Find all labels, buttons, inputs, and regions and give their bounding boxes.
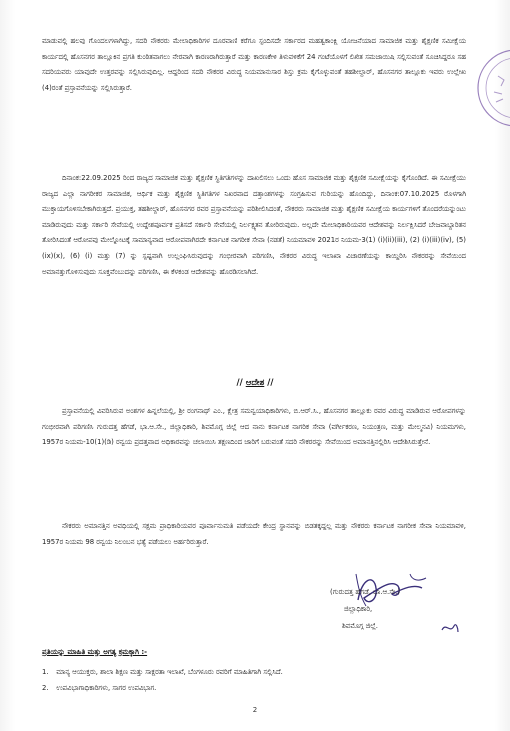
signatory-name: (ಗುರುದತ್ತ ಹೆಗಡೆ, ಭಾ.ಆ.ಸೇ.) bbox=[330, 588, 401, 596]
list-item bbox=[42, 664, 466, 680]
list-item-text: ಉಪವಿಭಾಗಾಧಿಕಾರಿಗಳು, ಸಾಗರ ಉಪವಿಭಾಗ. bbox=[56, 684, 157, 692]
copy-to-title: ಪ್ರತಿಯನ್ನು ಮಾಹಿತಿ ಮತ್ತು ಅಗತ್ಯ ಕ್ರಮಕ್ಕಾಗಿ :- bbox=[42, 648, 148, 656]
list-item bbox=[42, 680, 466, 696]
initials-mark bbox=[440, 620, 460, 640]
paragraph-suspension-order: ಪ್ರಸ್ತಾವನೆಯಲ್ಲಿ ವಿವರಿಸಿರುವ ಅಂಶಗಳ ಹಿನ್ನಲೆಯಲ್ಲಿ, ಶ್ರೀ ರಂಗನಾಥ್ ಎಂ., ಕ್ಷೇತ್ರ ಸಮನ್ವಯಾಧಿಕಾರಿಗಳು, ಬಿ.ಆರ್.ಸಿ., ಹೊಸನಗರ ತಾಲ್ಲೂಕು ರವರ ವಿರುದ್ಧ ಮಾಡಿರುವ ಆರೋಪಗಳನ್ನು ಗಂಭೀರವಾಗಿ ಪರಿಗಣಿಸಿ ಗುರುದತ್ತ ಹೆಗಡೆ, ಭಾ.ಆ.ಸೇ., ಜಿಲ್ಲಾಧಿಕಾರಿ, ಶಿವಮೊಗ್ಗ ಜಿಲ್ಲೆ ಆದ ನಾನು ಕರ್ನಾಟಕ ನಾಗರಿಕ ಸೇವಾ (ವರ್ಗೀಕರಣ, ನಿಯಂತ್ರಣ, ಮತ್ತು ಮೇಲ್ಮನವಿ) ನಿಯಮಗಳು, 1957ರ ನಿಯಮ-10(1)(ಡಿ) ರನ್ವಯ ಪ್ರದತ್ತವಾದ ಅಧಿಕಾರವನ್ನು ಚಲಾಯಿಸಿ ತಕ್ಷಣದಿಂದ ಜಾರಿಗೆ ಬರುವಂತೆ ಸದರಿ ನೌಕರರನ್ನು ಸೇವೆಯಿಂದ ಅಮಾನತ್ತಿನಲ್ಲಿರಿಸಿ ಆದೇಶಿಸಿರುತ್ತೇನೆ. bbox=[42, 407, 466, 447]
signatory-designation: ಜಿಲ್ಲಾಧಿಕಾರಿ, bbox=[344, 605, 373, 613]
list-item-number: 2. bbox=[42, 684, 49, 692]
paragraph-suspension-conditions: ನೌಕರರು ಅಮಾನತ್ತಿನ ಅವಧಿಯಲ್ಲಿ ಸಕ್ಷಮ ಪ್ರಾಧಿಕಾರಿಯವರ ಪೂರ್ವಾನುಮತಿ ಪಡೆಯದೇ ಕೇಂದ್ರ ಸ್ಥಾನವನ್ನು ಬಿಡತಕ್ಕದ್ದಲ್ಲ ಮತ್ತು ನೌಕರರು ಕರ್ನಾಟಕ ನಾಗರೀಕ ಸೇವಾ ನಿಯಮಾವಳಿ, 1957ರ ನಿಯಮ 98 ರನ್ವಯ ನಿಲಂಬನ ಭತ್ಯೆ ಪಡೆಯಲು ಅರ್ಹರಿರುತ್ತಾರೆ. bbox=[42, 522, 466, 546]
paragraph-survey-details: ದಿನಾಂಕ:22.09.2025 ರಿಂದ ರಾಜ್ಯದ ಸಾಮಾಜಿಕ ಮತ್ತು ಶೈಕ್ಷಣಿಕ ಸ್ಥಿತಿಗತಿಗಳನ್ನು ದಾಖಲಿಸಲು ಒಂದು ಹೊಸ ಸಾಮಾಜಿಕ ಮತ್ತು ಶೈಕ್ಷಣಿಕ ಸಮೀಕ್ಷೆಯನ್ನು ಕೈಗೊಂಡಿದೆ. ಈ ಸಮೀಕ್ಷೆಯು ರಾಜ್ಯದ ಎಲ್ಲಾ ನಾಗರೀಕರ ಸಾಮಾಜಿಕ, ಆರ್ಥಿಕ ಮತ್ತು ಶೈಕ್ಷಣಿಕ ಸ್ಥಿತಿಗತಿಗಳ ನಿಖರವಾದ ದತ್ತಾಂಶಗಳನ್ನು ಸಂಗ್ರಹಿಸುವ ಗುರಿಯನ್ನು ಹೊಂದಿದ್ದು, ದಿನಾಂಕ:07.10.2025 ರೊಳಗಾಗಿ ಮುಕ್ತಾಯಗೊಳಿಸಬೇಕಾಗಿರುತ್ತದೆ. ಪ್ರಯುಕ್ತ, ತಹಶೀಲ್ದಾರ್, ಹೊಸನಗರ ರವರ ಪ್ರಸ್ತಾವನೆಯನ್ನು ಪರಿಶೀಲಿಸಿದಂತೆ, ನೌಕರರು ಸಾಮಾಜಿಕ ಮತ್ತು ಶೈಕ್ಷಣಿಕ ಸಮೀಕ್ಷೆಯ ಕಾರ್ಯಗಳಿಗೆ ತೊಂದರೆಯನ್ನುಂಟು ಮಾಡಿರುವುದು ಮತ್ತು ಸರ್ಕಾರಿ ಸೇವೆಯಲ್ಲಿ ಉದ್ದೇಶಪೂರ್ವಕ ಪ್ರತಿಸದೆ ಸರ್ಕಾರಿ ಸೇವೆಯಲ್ಲಿ ನಿರ್ಲಕ್ಷ್ಯತನ ತೋರಿರುವುದು. ಅಲ್ಲದೇ ಮೇಲಾಧಿಕಾರಿಯವರ ಆದೇಶವನ್ನು ನಿರ್ಲಕ್ಷಿಸಿದರೆ ಬೇಜವಾಬ್ದಾರಿತನ ತೋರಿಸಿದಂತೆ ಆರೋಪವು ಮೇಲ್ನೋಟಕ್ಕೆ ಸಾಮಾನ್ಯವಾದ ಆರೋಪವಾಗಿರದೇ ಕರ್ನಾಟಕ ನಾಗರೀಕ ಸೇವಾ (ನಡತೆ) ನಿಯಮಾವಳಿ 2021ರ ನಿಯಮ-3(1) (i)(ii)(iii), (2) (i)(iii)(iv), (5) (ix)(x), (6) (i) ಮತ್ತು (7) ನ್ನು ಸ್ಪಷ್ಟವಾಗಿ ಉಲ್ಲಂಘಿಸಿರುವುದನ್ನು ಗಂಭೀರವಾಗಿ ಪರಿಗಣಿಸಿ, ನೌಕರರ ವಿರುದ್ಧ ಇಲಾಖಾ ವಿಚಾರಣೆಯನ್ನು ಕಾಯ್ದಿರಿಸಿ ನೌಕರರನ್ನು ಸೇವೆಯಿಂದ ಅಮಾನತ್ತುಗೊಳಿಸುವುದು ಸೂಕ್ತವೆಂಬುದನ್ನು ಪರಿಗಣಿಸಿ, ಈ ಕೆಳಕಂಡ ಆದೇಶವನ್ನು ಹೊರಡಿಸಲಾಗಿದೆ. bbox=[42, 174, 466, 276]
page-number: 2 bbox=[252, 706, 258, 714]
order-heading bbox=[0, 378, 510, 388]
office-seal-stamp bbox=[476, 48, 510, 132]
heading-slashes-right: // bbox=[267, 378, 274, 388]
paragraph-continuation: ಮಾಡುವಲ್ಲಿ ಹಲವು ಗೊಂದಲಗಳಾಗಿದ್ದು, ಸದರಿ ನೌಕರರು ಮೇಲಾಧಿಕಾರಿಗಳ ದೂರವಾಣಿ ಕರೆಗೂ ಸ್ಪಂದಿಸದೇ ಸರ್ಕಾರದ ಮಹತ್ವಕಾಂಕ್ಷಿ ಯೋಜನೆಯಾದ ಸಾಮಾಜಿಕ ಮತ್ತು ಶೈಕ್ಷಣಿಕ ಸಮೀಕ್ಷೆಯ ಕಾರ್ಯದಲ್ಲಿ ಹೊಸನಗರ ತಾಲ್ಲೂಕಿನ ಪ್ರಗತಿ ಕುಂಠಿತವಾಗಲು ನೇರವಾಗಿ ಕಾರಣರಾಗಿರುತ್ತಾರೆ ಮತ್ತು ಕಾರಣಕೇಳಿ ತಿಳುವಳಿಕೆಗೆ 24 ಗಂಟೆಯೊಳಗೆ ಲಿಖಿತ ಸಮಜಾಯಿಷಿ ಸಲ್ಲಿಸುವಂತೆ ಸೂಚಿಸಿದ್ದರೂ ಸಹ ಸದರಿಯವರು ಯಾವುದೇ ಉತ್ತರವನ್ನು ಸಲ್ಲಿಸಿರುವುದಿಲ್ಲ. ಆದ್ದರಿಂದ ಸದರಿ ನೌಕರರ ವಿರುದ್ಧ ನಿಯಮಾನುಸಾರ ಶಿಸ್ತು ಕ್ರಮ ಕೈಗೊಳ್ಳುವಂತೆ ತಹಶೀಲ್ದಾರ್, ಹೊಸನಗರ ತಾಲ್ಲೂಕು ಇವರು ಉಲ್ಲೇಖ (4)ರಂತೆ ಪ್ರಸ್ತಾವನೆಯನ್ನು ಸಲ್ಲಿಸಿರುತ್ತಾರೆ. bbox=[42, 37, 466, 92]
heading-title: ಆದೇಶ bbox=[245, 378, 265, 388]
heading-slashes-left: // bbox=[236, 378, 243, 388]
list-item-number: 1. bbox=[42, 668, 49, 676]
copy-to-list bbox=[42, 664, 466, 696]
list-item-text: ಮಾನ್ಯ ಆಯುಕ್ತರು, ಶಾಲಾ ಶಿಕ್ಷಣ ಮತ್ತು ಸಾಕ್ಷರತಾ ಇಲಾಖೆ, ಬೆಂಗಳೂರು ರವರಿಗೆ ಮಾಹಿತಿಗಾಗಿ ಸಲ್ಲಿಸಿದೆ. bbox=[56, 668, 283, 676]
signatory-district: ಶಿವಮೊಗ್ಗ ಜಿಲ್ಲೆ. bbox=[342, 622, 378, 630]
